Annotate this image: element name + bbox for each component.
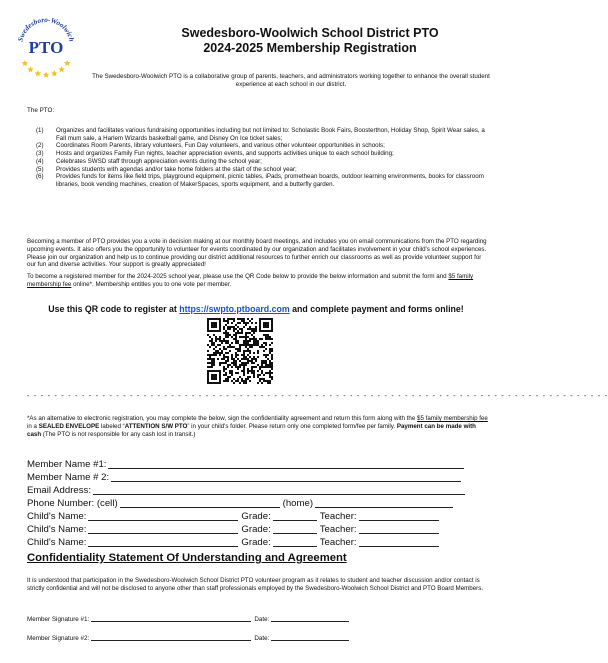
member-name-1-row: Member Name #1:: [27, 459, 467, 470]
child-row-1: Child's Name: Grade: Teacher:: [27, 511, 442, 522]
signature-1-field[interactable]: [91, 615, 251, 622]
email-field[interactable]: [93, 485, 465, 495]
registration-link[interactable]: https://swpto.ptboard.com: [179, 304, 290, 314]
teacher-field[interactable]: [359, 524, 439, 534]
list-item: [36, 166, 488, 174]
member-name-2-row: Member Name # 2:: [27, 472, 464, 483]
list-item-text: Provides funds for items like field trips, playground equipment, picnic tables, iPads, promethean boards, outdoor learning environments, books for classroom libraries, book vending machines, creation of MakerSpaces, sports equipment, and a butterfly garden.: [56, 173, 484, 188]
child-row-2: Child's Name: Grade: Teacher:: [27, 524, 442, 535]
form-title: Swedesboro-Woolwich School District PTO 2024-2025 Membership Registration: [181, 26, 439, 55]
child-row-3: Child's Name: Grade: Teacher:: [27, 537, 442, 548]
list-item-text: Coordinates Room Parents, library volunteers, Fun Day volunteers, and various other volunteer opportunities in schools;: [56, 142, 385, 150]
home-phone-field[interactable]: [315, 498, 453, 508]
confidentiality-text: It is understood that participation in the Swedesboro-Woolwich School District PTO volunteer program as it relates to student and teacher discussion and/or contact is strictly confidential and will not be disclosed to anyone other than staff professionals employed by the Swedesboro-Woolwich School District and PTO Board Members.: [27, 577, 484, 592]
list-item-number: (5): [36, 165, 44, 173]
list-item-number: (6): [36, 173, 44, 181]
child-name-field[interactable]: [88, 524, 238, 534]
signature-2-field[interactable]: [91, 634, 251, 641]
pto-logo: [14, 10, 78, 80]
pto-activities-list: [36, 127, 488, 189]
cut-line-divider: - - - - - - - - - - - - - - - - - - - - - - - - - - - - - - - - - - - - - - - - - - - - - - - - - - - - - - - - - - - - - - - - - - - - - - - - - - - - - - - - - - - - -: [27, 393, 608, 400]
svg-text:Swedesboro-Woolwich: Swedesboro-Woolwich: [16, 15, 76, 43]
list-item-text: Organizes and facilitates various fundraising opportunities including but not limited to: Scholastic Book Fairs, Boosterthon, Holiday Shop, Spirit Wear sales, a Fall mum sale, a Harlem Wizards basketball game, and Disney On Ice ticket sales;: [56, 127, 485, 142]
list-item-number: (1): [36, 127, 44, 134]
membership-benefits-paragraph: Becoming a member of PTO provides you a vote in decision making at our monthly board meetings, and includes you on email communications from the PTO regarding upcoming events. It also offers you the opportunity to volunteer for events coordinated by our organization and facilitates involvement in your child's school experiences. Please join our organization and help us to continue providing our district additional resources to further enrich our classrooms as well as provide volunteer support for our fun and diverse activities. Your support is greatly appreciated!: [27, 238, 487, 269]
teacher-field[interactable]: [359, 537, 439, 547]
date-2-field[interactable]: [271, 634, 349, 641]
list-item-number: (4): [36, 157, 44, 165]
grade-field[interactable]: [273, 524, 317, 534]
qr-instruction: Use this QR code to register at https://swpto.ptboard.com and complete payment and forms online!: [48, 304, 464, 314]
member-name-2-field[interactable]: [111, 472, 461, 482]
list-item-number: (2): [36, 142, 44, 150]
list-item: [36, 150, 488, 158]
child-name-field[interactable]: [88, 537, 238, 547]
confidentiality-title: Confidentiality Statement Of Understanding and Agreement: [27, 552, 347, 564]
pto-label: The PTO:: [27, 107, 55, 114]
child-name-field[interactable]: [88, 511, 238, 521]
phone-row: Phone Number: (cell) (home): [27, 498, 456, 509]
date-1-field[interactable]: [271, 615, 349, 622]
signature-row-2: Member Signature #2: Date:: [27, 634, 352, 642]
grade-field[interactable]: [273, 511, 317, 521]
list-item: [36, 173, 488, 188]
list-item-text: Provides students with agendas and/or take home folders at the start of the school year;: [56, 165, 297, 173]
grade-field[interactable]: [273, 537, 317, 547]
registration-instructions-paragraph: To become a registered member for the 2024-2025 school year, please use the QR Code below to provide the below information and submit the form and $5 family membership fee online*. Membership entitles you to one vote per member.: [27, 273, 474, 288]
signature-row-1: Member Signature #1: Date:: [27, 615, 352, 623]
cell-phone-field[interactable]: [120, 498, 280, 508]
svg-text:PTO: PTO: [28, 38, 64, 57]
list-item-number: (3): [36, 150, 44, 158]
member-name-1-field[interactable]: [108, 459, 464, 469]
list-item-text: Hosts and organizes Family Fun nights, teacher appreciation events, and supports activities unique to each school building;: [56, 150, 394, 158]
intro-text: The Swedesboro-Woolwich PTO is a collaborative group of parents, teachers, and administrators working together to enhance the overall student experience at each school in our district.: [92, 73, 490, 88]
list-item: [36, 142, 488, 150]
stars-icon: [22, 60, 71, 78]
email-row: Email Address:: [27, 485, 468, 496]
paper-registration-paragraph: *As an alternative to electronic registration, you may complete the below, sign the confidentiality agreement and return this form along with the $5 family membership fee in a SEALED ENVELOPE labeled “ATTENTION S/W PTO” in your child's folder. Please return only one completed form/fee per family. Payment can be made with cash (The PTO is not responsible for any cash lost in transit.): [27, 415, 488, 438]
list-item-text: Celebrates SWSD staff through appreciation events during the school year;: [56, 157, 262, 165]
list-item: [36, 127, 488, 142]
qr-code[interactable]: [207, 318, 273, 384]
list-item: [36, 158, 488, 166]
teacher-field[interactable]: [359, 511, 439, 521]
